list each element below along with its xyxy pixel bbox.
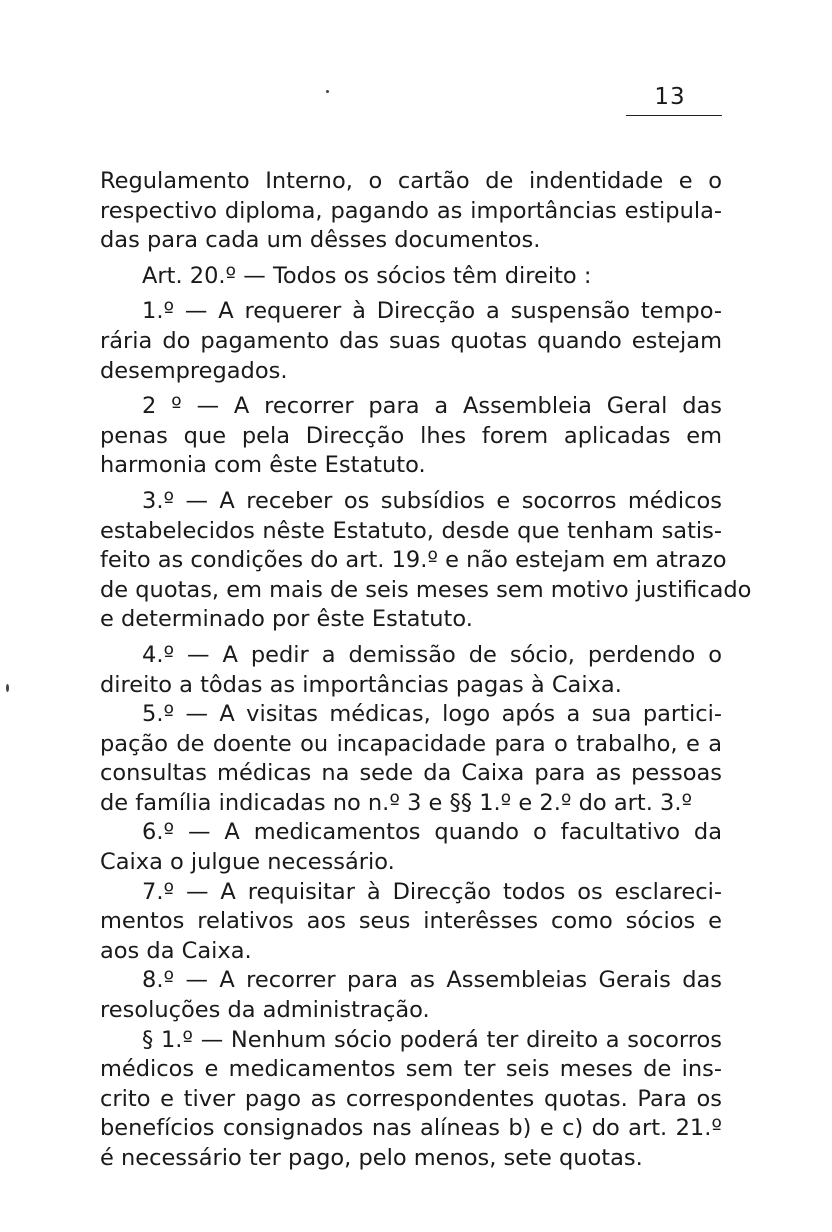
text-line: e determinado por êste Estatuto. xyxy=(100,606,473,633)
text-line: resoluções da administração. xyxy=(100,997,430,1024)
scan-speck xyxy=(6,684,9,692)
article-heading: Art. 20.º — Todos os sócios têm direito : xyxy=(142,262,592,289)
text-line: desempregados. xyxy=(100,357,288,384)
text-line: rária do pagamento das suas quotas quando estejam xyxy=(100,327,722,354)
text-line: § 1.º — Nenhum sócio poderá ter direito a socorros xyxy=(142,1026,722,1053)
text-line: 1.º — A requerer à Direcção a suspensão tempo- xyxy=(142,298,722,325)
text-line: 3.º — A receber os subsídios e socorros médicos xyxy=(142,487,722,514)
text-line: penas que pela Direcção lhes forem aplicadas em xyxy=(100,422,722,449)
text-line: médicos e medicamentos sem ter seis meses de ins- xyxy=(100,1056,722,1083)
text-line: 7.º — A requisitar à Direcção todos os esclareci- xyxy=(142,878,722,905)
text-line: estabelecidos nêste Estatuto, desde que tenham satis- xyxy=(100,517,722,544)
text-line: é necessário ter pago, pelo menos, sete quotas. xyxy=(100,1145,643,1171)
text-line: feito as condições do art. 19.º e não estejam em atrazo xyxy=(100,547,727,574)
text-line: Caixa o julgue necessário. xyxy=(100,849,395,876)
text-line: mentos relativos aos seus interêsses como sócios e xyxy=(100,908,722,935)
text-line: consultas médicas na sede da Caixa para as pessoas xyxy=(100,760,722,787)
text-line: harmonia com êste Estatuto. xyxy=(100,452,426,479)
text-line: pação de doente ou incapacidade para o trabalho, e a xyxy=(100,730,722,757)
text-line: crito e tiver pago as correspondentes quotas. Para os xyxy=(100,1085,722,1112)
text-line: respectivo diploma, pagando as importâncias estipula- xyxy=(100,197,722,224)
text-line: 6.º — A medicamentos quando o facultativo da xyxy=(142,819,722,846)
page-number: 13 xyxy=(654,84,686,110)
text-line: aos da Caixa. xyxy=(100,937,252,964)
text-line: de quotas, em mais de seis meses sem motivo justificado xyxy=(100,576,752,603)
text-line: 8.º — A recorrer para as Assembleias Gerais das xyxy=(142,967,722,994)
text-line: 2 º — A recorrer para a Assembleia Geral das xyxy=(142,393,722,420)
text-line: 5.º — A visitas médicas, logo após a sua partici- xyxy=(142,701,722,728)
scan-speck xyxy=(326,90,329,93)
text-line: benefícios consignados nas alíneas b) e c) do art. 21.º xyxy=(100,1115,722,1142)
text-line: das para cada um dêsses documentos. xyxy=(100,227,541,254)
text-line: de família indicadas no n.º 3 e §§ 1.º e 2.º do art. 3.º xyxy=(100,789,693,816)
text-line: direito a tôdas as importâncias pagas à Caixa. xyxy=(100,671,622,698)
text-line: Regulamento Interno, o cartão de indentidade e o xyxy=(100,168,722,194)
body-text xyxy=(100,167,752,1174)
page-number-rule xyxy=(626,115,722,116)
text-line: 4.º — A pedir a demissão de sócio, perdendo o xyxy=(142,641,722,668)
